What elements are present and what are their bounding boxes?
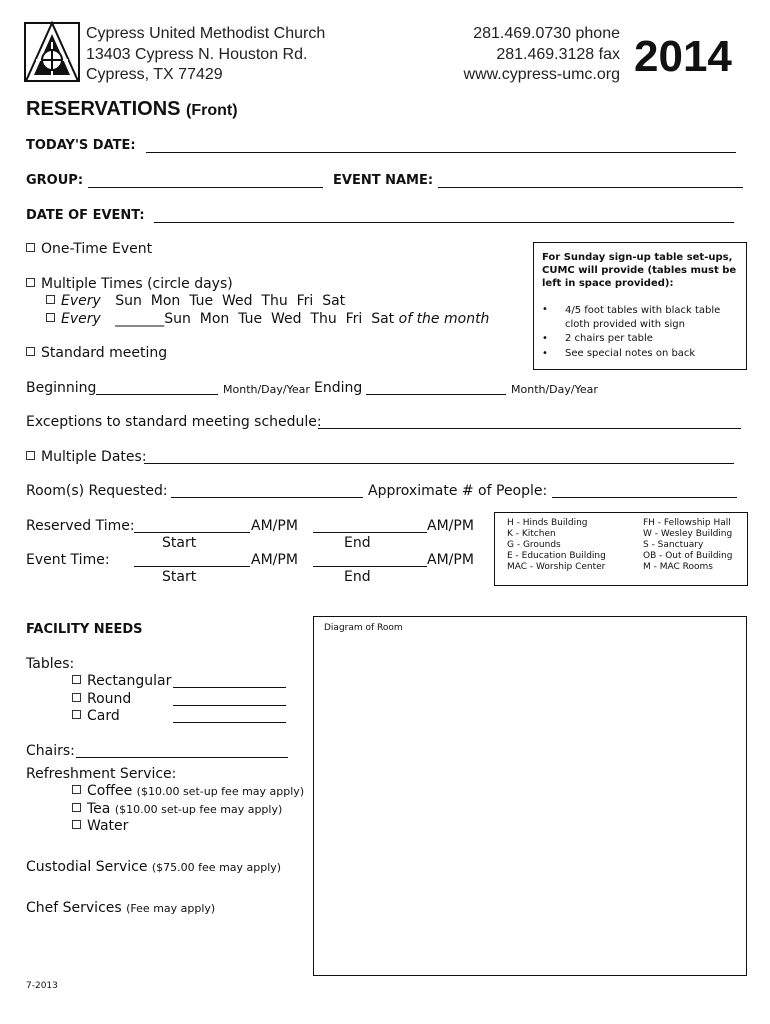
code-item: H - Hinds Building: [507, 518, 588, 528]
multiple-times-label: Multiple Times (circle days): [41, 276, 233, 292]
chef-fee-note: (Fee may apply): [126, 902, 216, 915]
round-label: Round: [87, 691, 132, 707]
note-item: 4/5 foot tables with black table cloth provided with sign: [565, 305, 721, 330]
code-item: K - Kitchen: [507, 529, 556, 539]
tables-label: Tables:: [26, 656, 75, 672]
card-option[interactable]: [72, 708, 120, 724]
church-fax: 281.469.3128 fax: [496, 46, 620, 63]
church-name: Cypress United Methodist Church: [86, 25, 326, 42]
week-blank[interactable]: _______: [115, 311, 165, 327]
water-option[interactable]: [72, 818, 128, 834]
multiple-dates-option[interactable]: [26, 449, 147, 465]
note-bullet: •: [542, 333, 548, 344]
exceptions-label: Exceptions to standard meeting schedule:: [26, 414, 322, 430]
coffee-checkbox[interactable]: [72, 785, 81, 794]
every-week-checkbox[interactable]: [46, 295, 55, 304]
event-end-field[interactable]: [313, 566, 427, 567]
event-end-ampm: AM/PM: [427, 552, 474, 568]
coffee-option[interactable]: [72, 783, 304, 799]
date-of-event-label: DATE OF EVENT:: [26, 208, 145, 223]
form-revision-code: 7-2013: [26, 981, 58, 991]
multiple-dates-field[interactable]: [144, 463, 734, 464]
note-bullet: •: [542, 348, 548, 359]
of-the-month-label: of the month: [398, 311, 490, 327]
round-qty-field[interactable]: [173, 705, 286, 706]
sunday-setup-note: [533, 242, 747, 370]
coffee-label: Coffee: [87, 783, 133, 799]
rectangular-option[interactable]: [72, 673, 171, 689]
event-start-field[interactable]: [134, 566, 250, 567]
church-website: www.cypress-umc.org: [463, 66, 620, 83]
custodial-label: Custodial Service: [26, 859, 148, 875]
codes-right-column: [643, 518, 732, 573]
note-item: 2 chairs per table: [565, 333, 653, 344]
standard-meeting-label: Standard meeting: [41, 345, 168, 361]
every-month-checkbox[interactable]: [46, 313, 55, 322]
event-name-label: EVENT NAME:: [333, 173, 434, 188]
church-city: Cypress, TX 77429: [86, 66, 223, 83]
note-item: See special notes on back: [565, 348, 696, 359]
facility-needs-heading: FACILITY NEEDS: [26, 622, 143, 637]
water-label: Water: [87, 818, 129, 834]
multiple-dates-checkbox[interactable]: [26, 451, 35, 460]
reserved-end-field[interactable]: [313, 532, 427, 533]
event-end-caption: End: [344, 569, 371, 585]
chef-label: Chef Services: [26, 900, 122, 916]
code-item: W - Wesley Building: [643, 529, 733, 539]
group-field[interactable]: [88, 187, 323, 188]
one-time-option[interactable]: [26, 241, 152, 257]
approx-people-label: Approximate # of People:: [368, 483, 548, 499]
card-qty-field[interactable]: [173, 722, 286, 723]
ending-field[interactable]: [366, 394, 506, 395]
rectangular-label: Rectangular: [87, 673, 172, 689]
standard-meeting-checkbox[interactable]: [26, 347, 35, 356]
chairs-field[interactable]: [76, 757, 288, 758]
reserved-time-label: Reserved Time:: [26, 518, 135, 534]
rooms-label: Room(s) Requested:: [26, 483, 168, 499]
every-label: Every: [61, 293, 101, 309]
multiple-times-option[interactable]: [26, 276, 233, 292]
multiple-dates-label: Multiple Dates:: [41, 449, 147, 465]
rooms-field[interactable]: [171, 497, 363, 498]
custodial-fee-note: ($75.00 fee may apply): [151, 861, 282, 874]
beginning-label: Beginning: [26, 380, 97, 396]
church-logo: [24, 20, 82, 84]
note-bullet: •: [542, 304, 548, 315]
code-item: OB - Out of Building: [643, 551, 733, 561]
days-list-2: Sun Mon Tue Wed Thu Fri Sat: [164, 311, 395, 327]
ending-format: Month/Day/Year: [511, 383, 598, 396]
event-name-field[interactable]: [438, 187, 743, 188]
group-label: GROUP:: [26, 173, 84, 188]
rectangular-checkbox[interactable]: [72, 675, 81, 684]
church-address: 13403 Cypress N. Houston Rd.: [86, 46, 308, 63]
page-title: [26, 98, 238, 121]
tea-fee-note: ($10.00 set-up fee may apply): [114, 803, 283, 816]
title-sub: (Front): [186, 102, 238, 119]
beginning-field[interactable]: [96, 394, 218, 395]
coffee-fee-note: ($10.00 set-up fee may apply): [136, 785, 305, 798]
chef-services: [26, 900, 215, 916]
codes-left-column: [507, 518, 606, 573]
event-start-ampm: AM/PM: [251, 552, 298, 568]
every-month-row[interactable]: [46, 311, 489, 327]
card-label: Card: [87, 708, 120, 724]
water-checkbox[interactable]: [72, 820, 81, 829]
refreshment-label: Refreshment Service:: [26, 766, 177, 782]
reserved-end-ampm: AM/PM: [427, 518, 474, 534]
multiple-times-checkbox[interactable]: [26, 278, 35, 287]
ending-label: Ending: [314, 380, 363, 396]
event-time-label: Event Time:: [26, 552, 110, 568]
code-item: S - Sanctuary: [643, 540, 704, 550]
one-time-label: One-Time Event: [41, 241, 153, 257]
code-item: MAC - Worship Center: [507, 562, 606, 572]
code-item: E - Education Building: [507, 551, 606, 561]
code-item: FH - Fellowship Hall: [643, 518, 731, 528]
every-week-row[interactable]: [46, 293, 345, 309]
code-item: G - Grounds: [507, 540, 561, 550]
beginning-format: Month/Day/Year: [223, 383, 310, 396]
tea-checkbox[interactable]: [72, 803, 81, 812]
exceptions-field[interactable]: [318, 428, 741, 429]
chairs-label: Chairs:: [26, 743, 75, 759]
form-year: 2014: [634, 32, 732, 81]
todays-date-label: TODAY'S DATE:: [26, 138, 136, 153]
every-label-2: Every: [61, 311, 101, 327]
standard-meeting-option[interactable]: [26, 345, 167, 361]
custodial-service: [26, 859, 281, 875]
card-checkbox[interactable]: [72, 710, 81, 719]
reserved-start-ampm: AM/PM: [251, 518, 298, 534]
date-of-event-field[interactable]: [154, 222, 734, 223]
building-codes-legend: [494, 512, 748, 586]
event-start-caption: Start: [162, 569, 197, 585]
diagram-label: Diagram of Room: [324, 623, 403, 633]
room-diagram-area[interactable]: [313, 616, 747, 976]
approx-people-field[interactable]: [552, 497, 737, 498]
round-checkbox[interactable]: [72, 693, 81, 702]
church-phone: 281.469.0730 phone: [473, 25, 620, 42]
round-option[interactable]: [72, 691, 131, 707]
todays-date-field[interactable]: [146, 152, 736, 153]
title-main: RESERVATIONS: [26, 98, 181, 120]
tea-label: Tea: [87, 801, 111, 817]
reserved-start-field[interactable]: [134, 532, 250, 533]
one-time-checkbox[interactable]: [26, 243, 35, 252]
note-heading: For Sunday sign-up table set-ups, CUMC will provide (tables must be left in space provided):: [542, 252, 737, 289]
rectangular-qty-field[interactable]: [173, 687, 286, 688]
days-list: Sun Mon Tue Wed Thu Fri Sat: [115, 293, 346, 309]
reserved-start-caption: Start: [162, 535, 197, 551]
tea-option[interactable]: [72, 801, 282, 817]
reserved-end-caption: End: [344, 535, 371, 551]
code-item: M - MAC Rooms: [643, 562, 713, 572]
